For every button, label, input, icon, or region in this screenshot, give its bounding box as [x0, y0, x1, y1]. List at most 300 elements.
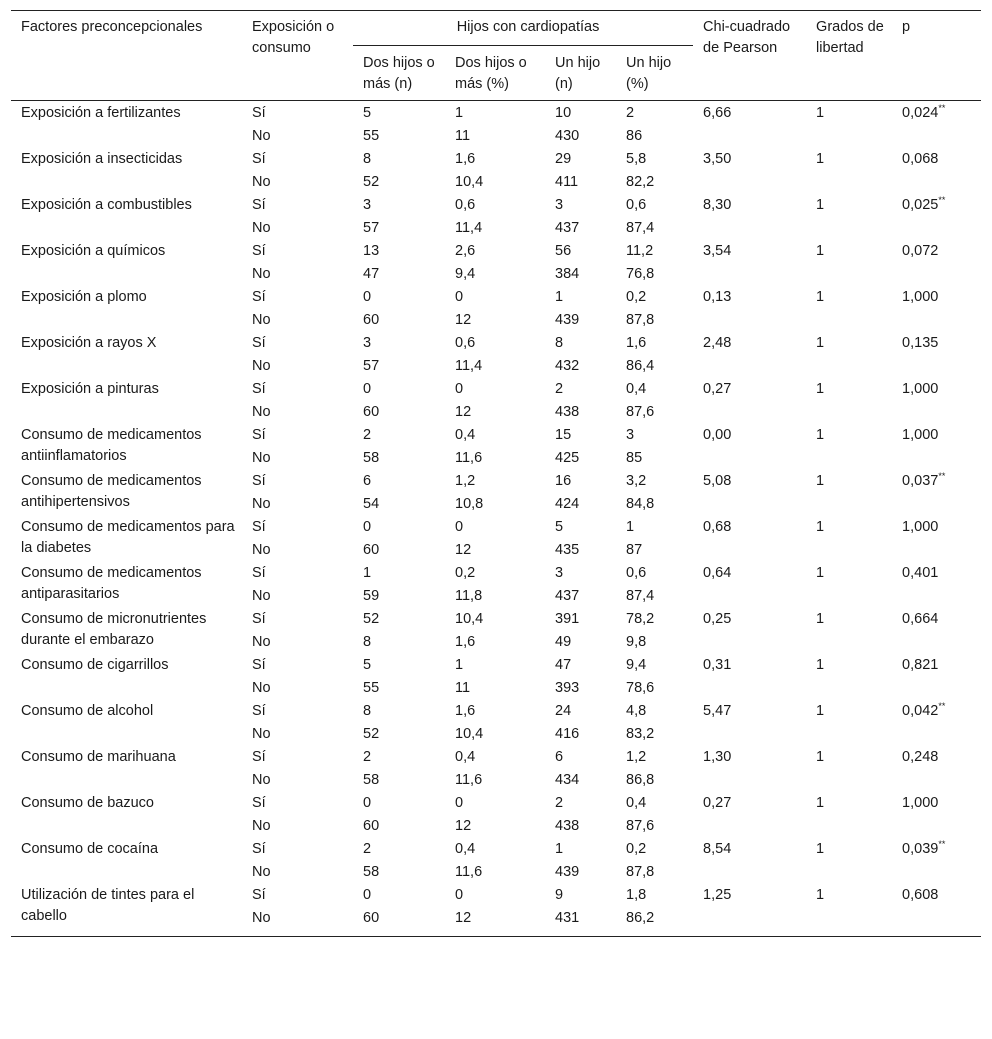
count-one: 1 — [555, 289, 564, 305]
pct-two-plus: 10,8 — [455, 496, 484, 512]
count-two-plus: 57 — [363, 220, 380, 236]
count-one: 15 — [555, 427, 572, 443]
count-two-plus: 0 — [363, 519, 372, 535]
pct-one: 86,2 — [616, 907, 693, 937]
factor-label: Consumo de medicamentos antihipertensivos — [21, 473, 202, 510]
pct-two-plus: 0,4 — [455, 841, 476, 857]
factor-label: Consumo de cocaína — [21, 841, 159, 857]
exposure-value: Sí — [252, 703, 266, 719]
pct-one: 78,2 — [626, 611, 655, 627]
chi-value: 1,30 — [703, 749, 732, 765]
p-cell — [892, 240, 981, 286]
count-one: 16 — [555, 473, 572, 489]
pct-one: 84,8 — [626, 496, 655, 512]
p-value: 0,025 — [902, 197, 939, 213]
count-two-plus: 52 — [363, 726, 380, 742]
count-one: 24 — [555, 703, 572, 719]
count-one: 2 — [555, 381, 564, 397]
factor-label: Consumo de marihuana — [21, 749, 176, 765]
chi-value: 3,50 — [703, 151, 732, 167]
count-two-plus: 57 — [363, 358, 380, 374]
count-two-plus: 58 — [363, 772, 380, 788]
p-cell — [892, 792, 981, 838]
pct-one: 4,8 — [626, 703, 647, 719]
exposure-value: Sí — [252, 289, 266, 305]
count-one: 437 — [555, 220, 580, 236]
pct-two-plus: 11,8 — [455, 588, 483, 604]
count-two-plus: 47 — [363, 266, 380, 282]
gl-value: 1 — [816, 565, 825, 581]
p-value: 1,000 — [902, 289, 939, 305]
exposure-value: Sí — [252, 335, 266, 351]
significance-marker: ** — [938, 103, 946, 113]
gl-value: 1 — [816, 427, 825, 443]
significance-marker: ** — [938, 471, 946, 481]
pct-two-plus: 11,6 — [455, 772, 483, 788]
p-cell — [892, 470, 981, 516]
p-cell — [892, 700, 981, 746]
pct-two-plus: 11,4 — [455, 220, 483, 236]
pct-one: 0,2 — [626, 841, 647, 857]
gl-value: 1 — [816, 105, 825, 121]
count-two-plus: 58 — [363, 450, 380, 466]
count-one: 432 — [555, 358, 580, 374]
exposure-value: Sí — [252, 749, 266, 765]
gl-value: 1 — [816, 335, 825, 351]
pct-one: 83,2 — [626, 726, 655, 742]
pct-one: 85 — [626, 450, 643, 466]
header-group-cell — [353, 11, 693, 47]
header-factores: Factores preconcepcionales — [11, 11, 242, 101]
p-cell — [892, 148, 981, 194]
header-dos-n: Dos hijos o más (n) — [353, 46, 445, 101]
exposure-value: No — [252, 496, 271, 512]
pct-one: 11,2 — [626, 243, 654, 259]
p-cell — [892, 378, 981, 424]
pct-one: 87 — [626, 542, 643, 558]
gl-value: 1 — [816, 381, 825, 397]
p-value: 0,135 — [902, 335, 939, 351]
count-one: 438 — [555, 818, 580, 834]
count-one: 10 — [555, 105, 572, 121]
count-two-plus: 2 — [363, 841, 372, 857]
table-row — [11, 286, 981, 309]
chi-value: 1,25 — [693, 884, 806, 937]
pct-two-plus: 0 — [455, 381, 464, 397]
header-p: p — [892, 11, 981, 101]
table-row — [11, 378, 981, 401]
pct-two-plus: 0 — [455, 289, 464, 305]
count-one: 391 — [555, 611, 580, 627]
p-value: 0,037 — [902, 473, 939, 489]
header-uno-n: Un hijo (n) — [545, 46, 616, 101]
pct-two-plus: 10,4 — [455, 174, 484, 190]
chi-value: 0,64 — [703, 565, 732, 581]
pct-two-plus: 0,2 — [455, 565, 476, 581]
count-one: 434 — [555, 772, 580, 788]
exposure-value: Sí — [252, 795, 266, 811]
pct-one: 82,2 — [626, 174, 655, 190]
table-row — [11, 101, 981, 126]
p-value: 1,000 — [902, 427, 939, 443]
factor-label: Consumo de micronutrientes durante el embarazo — [21, 611, 207, 648]
pct-one: 1,6 — [626, 335, 647, 351]
pct-one: 0,4 — [626, 381, 647, 397]
gl-value: 1 — [816, 519, 825, 535]
exposure-value: No — [252, 542, 271, 558]
factor-label: Consumo de alcohol — [21, 703, 154, 719]
count-one: 29 — [555, 151, 572, 167]
p-cell — [892, 286, 981, 332]
count-two-plus: 3 — [363, 335, 372, 351]
p-value: 0,024 — [902, 105, 939, 121]
table-row — [11, 194, 981, 217]
exposure-value: Sí — [252, 427, 266, 443]
factor-label: Exposición a químicos — [21, 243, 166, 259]
count-one: 5 — [555, 519, 564, 535]
count-one: 56 — [555, 243, 572, 259]
header-exposicion: Exposición o consumo — [242, 11, 353, 101]
pct-one: 0,2 — [626, 289, 647, 305]
chi-value: 0,27 — [703, 381, 732, 397]
chi-value: 0,31 — [703, 657, 732, 673]
gl-value: 1 — [816, 197, 825, 213]
count-one: 425 — [555, 450, 580, 466]
count-one: 2 — [555, 795, 564, 811]
gl-value: 1 — [816, 151, 825, 167]
gl-value: 1 — [816, 243, 825, 259]
chi-value: 0,27 — [703, 795, 732, 811]
table-body — [11, 101, 981, 937]
pct-two-plus: 0,4 — [455, 427, 476, 443]
gl-value: 1 — [816, 841, 825, 857]
table-row — [11, 148, 981, 171]
p-value: 0,042 — [902, 703, 939, 719]
table-row — [11, 470, 981, 493]
pct-two-plus: 1,6 — [455, 634, 476, 650]
exposure-value: Sí — [252, 197, 266, 213]
exposure-value: No — [252, 772, 271, 788]
gl-value: 1 — [816, 795, 825, 811]
pct-two-plus: 12 — [455, 542, 472, 558]
pct-two-plus: 9,4 — [455, 266, 476, 282]
count-two-plus: 58 — [363, 864, 380, 880]
chi-value: 0,13 — [703, 289, 732, 305]
p-value: 1,000 — [902, 519, 939, 535]
chi-value: 2,48 — [703, 335, 732, 351]
factor-label: Consumo de medicamentos antiinflamatorios — [21, 427, 202, 464]
exposure-value: No — [252, 450, 271, 466]
count-two-plus: 2 — [363, 427, 372, 443]
table-row — [11, 424, 981, 447]
data-table — [11, 10, 981, 937]
pct-two-plus: 0 — [455, 887, 464, 903]
count-two-plus: 59 — [363, 588, 380, 604]
p-value: 0,821 — [902, 657, 939, 673]
count-one: 6 — [555, 749, 564, 765]
pct-two-plus: 2,6 — [455, 243, 476, 259]
table-row — [11, 562, 981, 585]
exposure-value: No — [252, 588, 271, 604]
count-one: 9 — [555, 887, 564, 903]
exposure-value: Sí — [252, 151, 266, 167]
pct-two-plus: 11,6 — [455, 864, 483, 880]
count-one: 438 — [555, 404, 580, 420]
exposure-value: Sí — [252, 611, 266, 627]
p-value: 0,072 — [902, 243, 939, 259]
count-one: 384 — [555, 266, 580, 282]
count-one: 411 — [555, 174, 579, 190]
significance-marker: ** — [938, 701, 946, 711]
pct-one: 86,8 — [626, 772, 655, 788]
pct-two-plus: 1 — [455, 657, 464, 673]
pct-two-plus: 0 — [455, 795, 464, 811]
count-two-plus: 60 — [353, 907, 445, 937]
count-two-plus: 52 — [363, 174, 380, 190]
p-value: 1,000 — [902, 795, 939, 811]
count-two-plus: 60 — [363, 312, 380, 328]
header-grados: Grados de libertad — [806, 11, 892, 101]
header-uno-pct: Un hijo (%) — [616, 46, 693, 101]
exposure-value: No — [252, 358, 271, 374]
exposure-value: Sí — [252, 243, 266, 259]
table-row — [11, 240, 981, 263]
exposure-value: No — [252, 174, 271, 190]
p-cell — [892, 608, 981, 654]
chi-value: 6,66 — [703, 105, 732, 121]
pct-two-plus: 11 — [455, 128, 471, 144]
pct-one: 87,6 — [626, 404, 655, 420]
count-one: 1 — [555, 841, 564, 857]
count-one: 424 — [555, 496, 580, 512]
pct-two-plus: 11,4 — [455, 358, 483, 374]
count-two-plus: 55 — [363, 128, 380, 144]
significance-marker: ** — [938, 195, 946, 205]
pct-two-plus: 1,6 — [455, 703, 476, 719]
table-row — [11, 746, 981, 769]
exposure-value: Sí — [252, 887, 266, 903]
factor-label: Exposición a rayos X — [21, 335, 157, 351]
count-one: 47 — [555, 657, 572, 673]
count-two-plus: 52 — [363, 611, 380, 627]
factor-label: Utilización de tintes para el cabello — [11, 884, 242, 937]
pct-one: 87,4 — [626, 588, 655, 604]
pct-two-plus: 1 — [455, 105, 464, 121]
chi-value: 0,25 — [703, 611, 732, 627]
table-row — [11, 838, 981, 861]
count-one: 3 — [555, 197, 564, 213]
pct-one: 1,8 — [626, 887, 647, 903]
count-one: 3 — [555, 565, 564, 581]
count-two-plus: 8 — [363, 634, 372, 650]
pct-one: 0,4 — [626, 795, 647, 811]
pct-two-plus: 12 — [455, 404, 472, 420]
gl-value: 1 — [816, 657, 825, 673]
pct-one: 87,4 — [626, 220, 655, 236]
factor-label: Consumo de cigarrillos — [21, 657, 169, 673]
p-cell — [892, 424, 981, 470]
p-cell — [892, 562, 981, 608]
count-two-plus: 60 — [363, 542, 380, 558]
factor-label: Exposición a insecticidas — [21, 151, 183, 167]
pct-one: 5,8 — [626, 151, 647, 167]
gl-value: 1 — [816, 703, 825, 719]
gl-value: 1 — [816, 611, 825, 627]
p-cell — [892, 838, 981, 884]
p-value: 0,039 — [902, 841, 939, 857]
count-one: 49 — [555, 634, 572, 650]
exposure-value: No — [252, 864, 271, 880]
chi-value: 8,54 — [703, 841, 732, 857]
count-two-plus: 3 — [363, 197, 372, 213]
header-hijos-cardiopatias: Hijos con cardiopatías — [456, 19, 600, 35]
table-row — [11, 700, 981, 723]
pct-two-plus: 10,4 — [455, 611, 484, 627]
exposure-value: Sí — [252, 841, 266, 857]
p-cell — [892, 746, 981, 792]
table-row — [11, 608, 981, 631]
header-chi: Chi-cuadrado de Pearson — [693, 11, 806, 101]
p-value: 1,000 — [902, 381, 939, 397]
chi-value: 3,54 — [703, 243, 732, 259]
p-cell — [892, 884, 981, 937]
pct-two-plus: 12 — [455, 818, 472, 834]
count-two-plus: 60 — [363, 818, 380, 834]
count-two-plus: 0 — [363, 289, 372, 305]
exposure-value: No — [252, 266, 271, 282]
count-two-plus: 0 — [363, 381, 372, 397]
pct-one: 3 — [626, 427, 635, 443]
gl-value: 1 — [816, 473, 825, 489]
pct-one: 9,4 — [626, 657, 647, 673]
p-cell — [892, 101, 981, 149]
gl-value: 1 — [816, 289, 825, 305]
p-value: 0,068 — [902, 151, 939, 167]
exposure-value: Sí — [252, 657, 266, 673]
pct-two-plus: 0 — [455, 519, 464, 535]
count-one: 435 — [555, 542, 580, 558]
chi-value: 5,47 — [703, 703, 732, 719]
count-two-plus: 8 — [363, 703, 372, 719]
exposure-value: No — [252, 128, 271, 144]
pct-one: 86,4 — [626, 358, 655, 374]
table-row — [11, 884, 981, 907]
count-two-plus: 60 — [363, 404, 380, 420]
pct-two-plus: 10,4 — [455, 726, 484, 742]
header-dos-pct: Dos hijos o más (%) — [445, 46, 545, 101]
table-row — [11, 792, 981, 815]
factor-label: Exposición a pinturas — [21, 381, 159, 397]
count-two-plus: 8 — [363, 151, 372, 167]
pct-two-plus: 12 — [445, 907, 545, 937]
count-one: 430 — [555, 128, 580, 144]
pct-two-plus: 11,6 — [455, 450, 483, 466]
exposure-value: No — [252, 680, 271, 696]
factor-label: Consumo de bazuco — [21, 795, 154, 811]
count-two-plus: 2 — [363, 749, 372, 765]
p-cell — [892, 516, 981, 562]
count-one: 393 — [555, 680, 580, 696]
pct-two-plus: 12 — [455, 312, 472, 328]
exposure-value: No — [252, 726, 271, 742]
count-two-plus: 1 — [363, 565, 372, 581]
pct-one: 3,2 — [626, 473, 647, 489]
count-two-plus: 0 — [363, 887, 372, 903]
count-one: 431 — [545, 907, 616, 937]
count-two-plus: 5 — [363, 657, 372, 673]
count-two-plus: 5 — [363, 105, 372, 121]
exposure-value: No — [252, 634, 271, 650]
count-one: 437 — [555, 588, 580, 604]
factor-label: Consumo de medicamentos antiparasitarios — [21, 565, 202, 602]
chi-value: 5,08 — [703, 473, 732, 489]
pct-one: 1,2 — [626, 749, 647, 765]
factor-label: Exposición a plomo — [21, 289, 147, 305]
count-one: 416 — [555, 726, 580, 742]
table-row — [11, 332, 981, 355]
pct-one: 2 — [626, 105, 635, 121]
chi-value: 8,30 — [703, 197, 732, 213]
count-one: 8 — [555, 335, 564, 351]
factor-label: Exposición a combustibles — [21, 197, 192, 213]
count-one: 439 — [555, 864, 580, 880]
exposure-value: No — [252, 818, 271, 834]
p-value: 0,248 — [902, 749, 939, 765]
pct-one: 9,8 — [626, 634, 647, 650]
table-row — [11, 516, 981, 539]
p-value: 0,401 — [902, 565, 939, 581]
count-one: 439 — [555, 312, 580, 328]
pct-two-plus: 1,6 — [455, 151, 476, 167]
pct-two-plus: 1,2 — [455, 473, 476, 489]
exposure-value: Sí — [252, 381, 266, 397]
pct-one: 0,6 — [626, 197, 647, 213]
p-value: 0,608 — [902, 887, 939, 903]
pct-one: 87,8 — [626, 312, 655, 328]
exposure-value: Sí — [252, 105, 266, 121]
pct-one: 0,6 — [626, 565, 647, 581]
pct-one: 87,6 — [626, 818, 655, 834]
p-cell — [892, 332, 981, 378]
gl-value: 1 — [816, 749, 825, 765]
exposure-value: Sí — [252, 473, 266, 489]
p-value: 0,664 — [902, 611, 939, 627]
pct-one: 1 — [626, 519, 635, 535]
pct-two-plus: 11 — [455, 680, 471, 696]
pct-one: 86 — [626, 128, 643, 144]
gl-value: 1 — [806, 884, 892, 937]
pct-one: 87,8 — [626, 864, 655, 880]
count-two-plus: 6 — [363, 473, 372, 489]
pct-two-plus: 0,6 — [455, 335, 476, 351]
pct-one: 76,8 — [626, 266, 655, 282]
count-two-plus: 54 — [363, 496, 380, 512]
count-two-plus: 0 — [363, 795, 372, 811]
pct-one: 78,6 — [626, 680, 655, 696]
exposure-value: No — [252, 220, 271, 236]
exposure-value: No — [252, 404, 271, 420]
factor-label: Consumo de medicamentos para la diabetes — [21, 519, 235, 556]
count-two-plus: 55 — [363, 680, 380, 696]
exposure-value: No — [252, 312, 271, 328]
chi-value: 0,68 — [703, 519, 732, 535]
exposure-value: No — [242, 907, 353, 937]
p-cell — [892, 194, 981, 240]
table-row — [11, 654, 981, 677]
count-two-plus: 13 — [363, 243, 380, 259]
exposure-value: Sí — [252, 519, 266, 535]
exposure-value: Sí — [252, 565, 266, 581]
